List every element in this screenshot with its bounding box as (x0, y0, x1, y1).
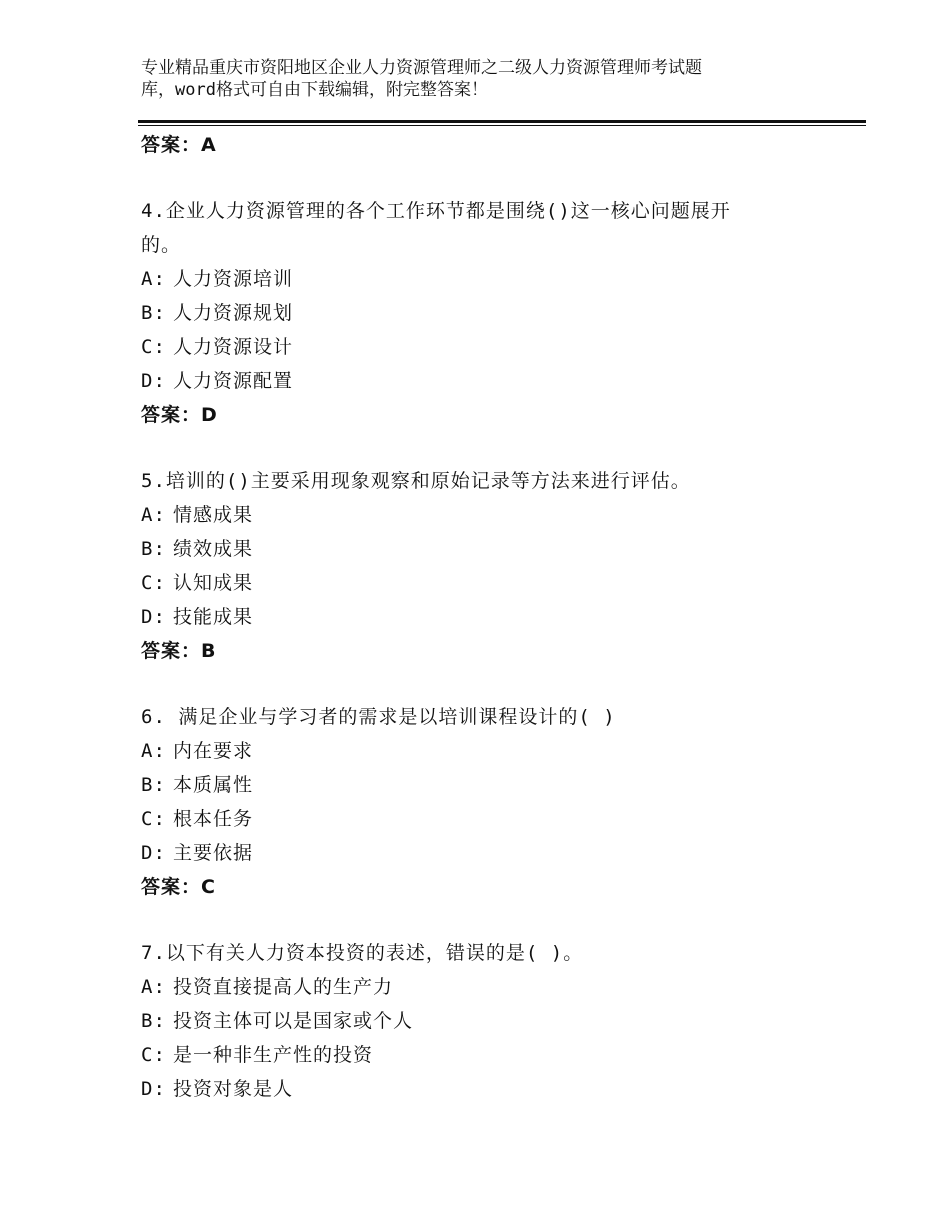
option-letter: B: (141, 302, 166, 324)
option-letter: A: (141, 976, 166, 998)
option-letter: C: (141, 1044, 166, 1066)
question-text: 7.以下有关人力资本投资的表述，错误的是( )。 (141, 942, 584, 964)
option-a (141, 734, 841, 768)
option-letter: C: (141, 572, 166, 594)
option-text: 人力资源设计 (173, 336, 294, 358)
option-letter: A: (141, 268, 166, 290)
option-text: 人力资源培训 (173, 268, 294, 290)
option-letter: C: (141, 336, 166, 358)
option-a (141, 262, 841, 296)
option-letter: C: (141, 808, 166, 830)
option-b (141, 532, 841, 566)
document-body (141, 128, 841, 1106)
option-letter: D: (141, 842, 166, 864)
option-text: 根本任务 (173, 808, 254, 830)
option-text: 人力资源规划 (173, 302, 294, 324)
question-text: 5.培训的()主要采用现象观察和原始记录等方法来进行评估。 (141, 470, 691, 492)
option-b (141, 768, 841, 802)
option-letter: D: (141, 1078, 166, 1100)
option-text: 本质属性 (173, 774, 254, 796)
option-text: 投资对象是人 (173, 1078, 294, 1100)
answer-line: 答案：B (141, 640, 217, 662)
header-line-2: 库，word格式可自由下载编辑，附完整答案！ (141, 80, 488, 100)
option-letter: B: (141, 538, 166, 560)
option-text: 认知成果 (173, 572, 254, 594)
option-c (141, 802, 841, 836)
option-c (141, 330, 841, 364)
option-letter: D: (141, 606, 166, 628)
option-c (141, 566, 841, 600)
option-text: 投资主体可以是国家或个人 (173, 1010, 414, 1032)
option-d (141, 364, 841, 398)
question-block (141, 464, 841, 668)
option-b (141, 1004, 841, 1038)
option-a (141, 498, 841, 532)
question-text: 4.企业人力资源管理的各个工作环节都是围绕()这一核心问题展开 (141, 200, 731, 222)
option-letter: D: (141, 370, 166, 392)
answer-line: 答案：C (141, 876, 216, 898)
option-text: 情感成果 (173, 504, 254, 526)
header-line-1: 专业精品重庆市资阳地区企业人力资源管理师之二级人力资源管理师考试题 (141, 58, 702, 78)
option-b (141, 296, 841, 330)
option-d (141, 600, 841, 634)
option-letter: A: (141, 504, 166, 526)
option-text: 是一种非生产性的投资 (173, 1044, 374, 1066)
option-text: 投资直接提高人的生产力 (173, 976, 394, 998)
option-text: 内在要求 (173, 740, 254, 762)
answer-line: 答案：A (141, 134, 217, 156)
option-d (141, 836, 841, 870)
question-text: 的。 (141, 234, 182, 256)
option-d (141, 1072, 841, 1106)
question-block (141, 700, 841, 904)
option-letter: B: (141, 1010, 166, 1032)
question-text: 6. 满足企业与学习者的需求是以培训课程设计的( ) (141, 706, 616, 728)
question-block (141, 194, 841, 432)
divider-thick-line (138, 120, 866, 123)
answer-line: 答案：D (141, 404, 218, 426)
option-text: 人力资源配置 (173, 370, 294, 392)
option-letter: B: (141, 774, 166, 796)
divider-thin-line (138, 125, 866, 126)
header-divider (138, 120, 866, 126)
option-text: 绩效成果 (173, 538, 254, 560)
option-c (141, 1038, 841, 1072)
option-a (141, 970, 841, 1004)
document-header (141, 57, 801, 101)
option-text: 技能成果 (173, 606, 254, 628)
question-block (141, 936, 841, 1106)
option-text: 主要依据 (173, 842, 254, 864)
option-letter: A: (141, 740, 166, 762)
